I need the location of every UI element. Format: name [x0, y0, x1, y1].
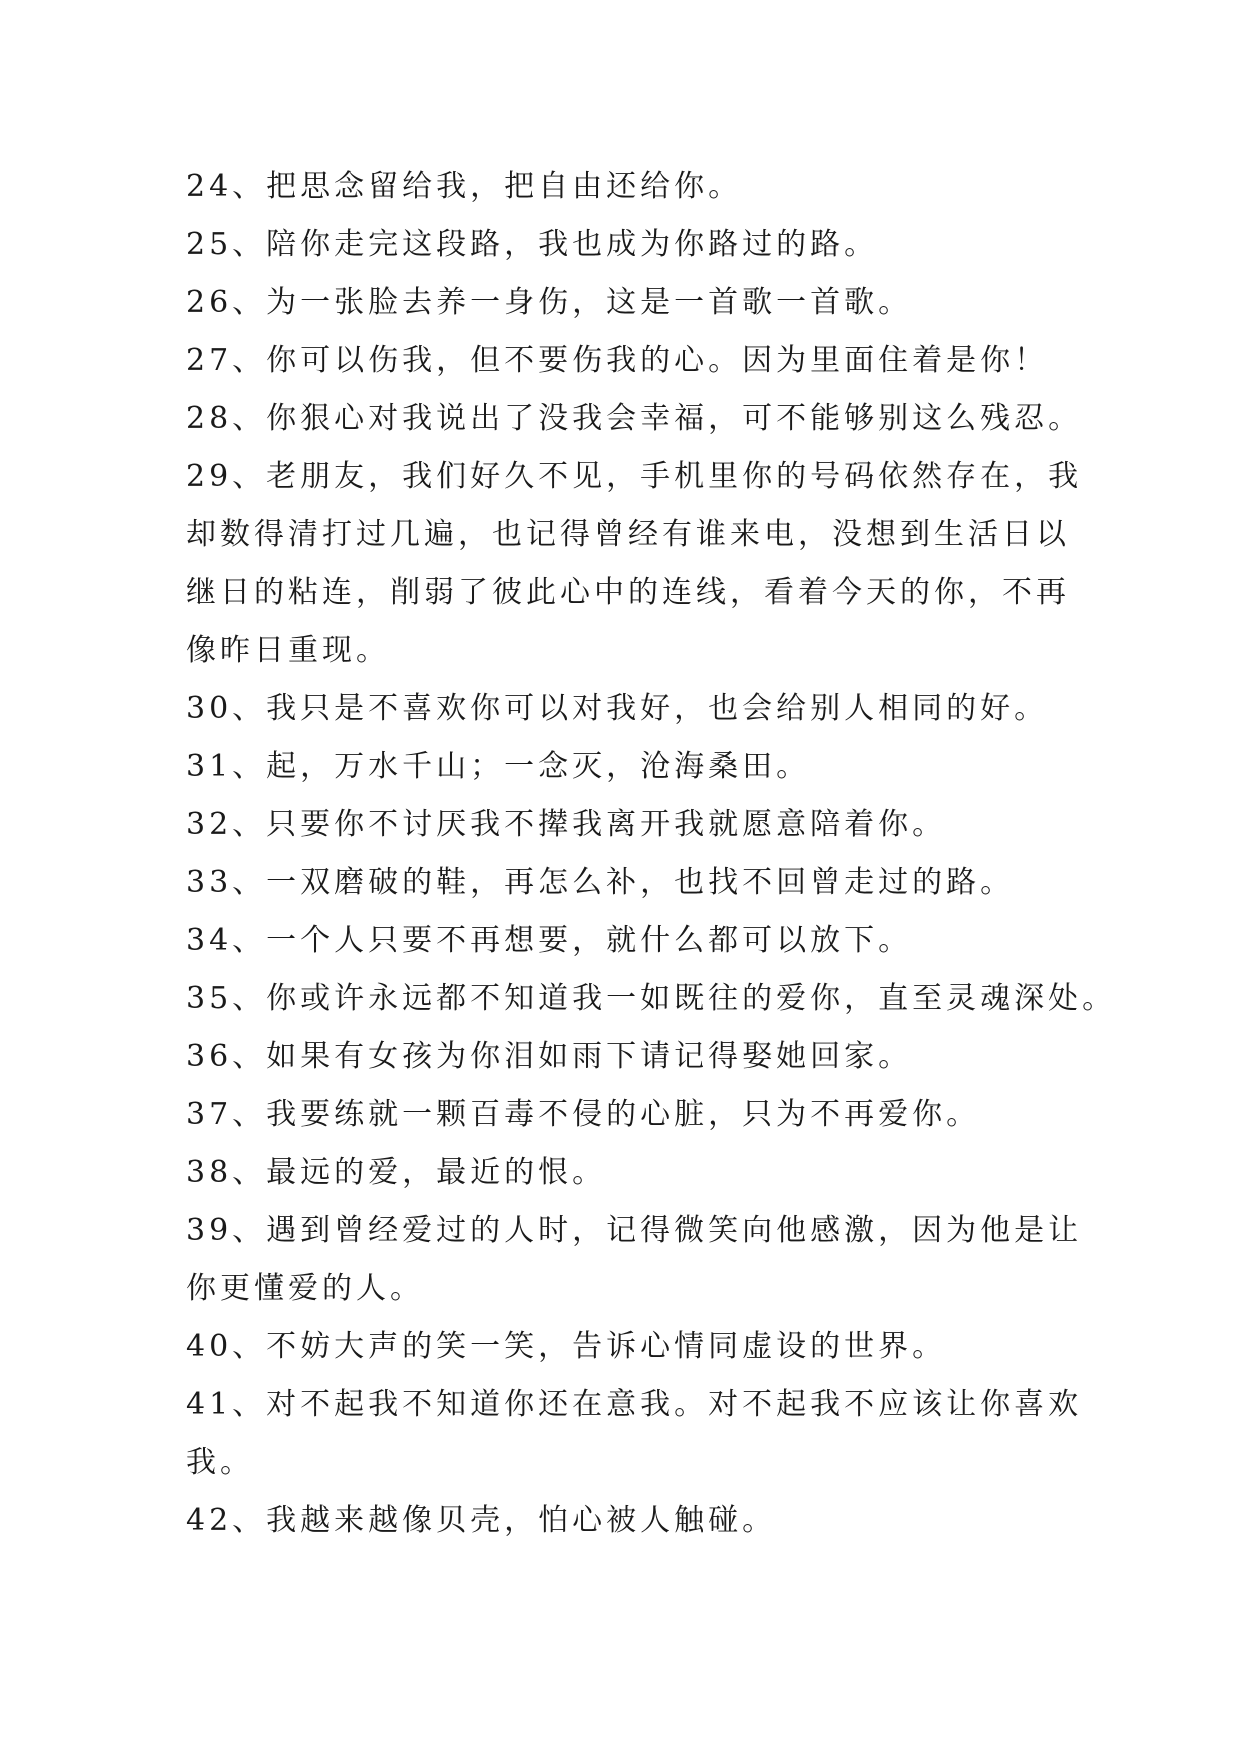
text-line: 27、你可以伤我，但不要伤我的心。因为里面住着是你！: [186, 343, 1049, 378]
text-line: 37、我要练就一颗百毒不侵的心脏，只为不再爱你。: [186, 1097, 981, 1132]
text-line: 42、我越来越像贝壳，怕心被人触碰。: [186, 1503, 777, 1538]
text-line: 40、不妨大声的笑一笑，告诉心情同虚设的世界。: [186, 1329, 947, 1364]
text-line: 38、最远的爱，最近的恨。: [186, 1155, 607, 1190]
text-line: 39、遇到曾经爱过的人时，记得微笑向他感激，因为他是让: [186, 1213, 1083, 1248]
text-line: 像昨日重现。: [186, 633, 390, 668]
text-line: 24、把思念留给我，把自由还给你。: [186, 169, 743, 204]
text-line: 28、你狠心对我说出了没我会幸福，可不能够别这么残忍。: [186, 401, 1083, 436]
text-line: 41、对不起我不知道你还在意我。对不起我不应该让你喜欢: [186, 1387, 1083, 1422]
text-line: 34、一个人只要不再想要，就什么都可以放下。: [186, 923, 913, 958]
text-line: 26、为一张脸去养一身伤，这是一首歌一首歌。: [186, 285, 913, 320]
text-line: 我。: [186, 1445, 254, 1480]
text-line: 却数得清打过几遍，也记得曾经有谁来电，没想到生活日以: [186, 517, 1070, 552]
text-line: 33、一双磨破的鞋，再怎么补，也找不回曾走过的路。: [186, 865, 1015, 900]
text-line: 36、如果有女孩为你泪如雨下请记得娶她回家。: [186, 1039, 913, 1074]
text-line: 继日的粘连，削弱了彼此心中的连线，看着今天的你，不再: [186, 575, 1070, 610]
text-line: 32、只要你不讨厌我不撵我离开我就愿意陪着你。: [186, 807, 947, 842]
text-line: 31、起，万水千山；一念灭，沧海桑田。: [186, 749, 811, 784]
text-line: 25、陪你走完这段路，我也成为你路过的路。: [186, 227, 879, 262]
text-line: 29、老朋友，我们好久不见，手机里你的号码依然存在，我: [186, 459, 1083, 494]
text-line: 你更懂爱的人。: [186, 1271, 424, 1306]
document-body: [186, 158, 1117, 1550]
text-line: 35、你或许永远都不知道我一如既往的爱你，直至灵魂深处。: [186, 981, 1117, 1016]
text-line: 30、我只是不喜欢你可以对我好，也会给别人相同的好。: [186, 691, 1049, 726]
